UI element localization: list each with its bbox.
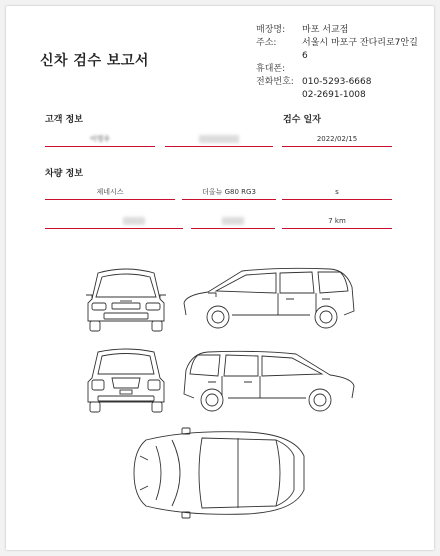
vehicle-model-field	[182, 186, 276, 200]
inspection-date-label: 검수 일자	[283, 115, 321, 125]
vehicle-info-label: 차량 정보	[45, 169, 83, 179]
customer-info-label: 고객 정보	[45, 115, 83, 125]
inspection-date-field	[282, 133, 392, 147]
store-mobile-label: 휴대폰:	[256, 64, 286, 74]
store-address-label: 주소:	[256, 38, 277, 48]
vehicle-number-redacted	[123, 217, 145, 225]
customer-name-field	[45, 133, 155, 147]
vehicle-grade: s	[335, 188, 339, 196]
store-address-line1: 서울시 마포구 잔다리로7안길	[302, 38, 418, 48]
store-name-label: 매장명:	[256, 25, 286, 35]
customer-phone-redacted	[199, 135, 239, 143]
page-title: 신차 검수 보고서	[40, 53, 149, 69]
store-address-line2: 6	[302, 51, 308, 61]
vehicle-vin-field	[191, 215, 275, 229]
customer-name: 이영우	[89, 135, 111, 143]
store-phone2: 02-2691-1008	[302, 90, 366, 100]
store-phone-label: 전화번호:	[256, 77, 294, 87]
customer-phone-field	[165, 133, 273, 147]
store-name: 마포 서교점	[302, 25, 349, 35]
vehicle-vin-redacted	[222, 217, 244, 225]
vehicle-brand: 제네시스	[96, 188, 124, 196]
store-phone1: 010-5293-6668	[302, 77, 372, 87]
vehicle-model: 더올뉴 G80 RG3	[202, 188, 256, 196]
vehicle-mileage-field	[282, 215, 392, 229]
vehicle-mileage: 7 km	[328, 217, 346, 225]
vehicle-grade-field	[282, 186, 392, 200]
vehicle-brand-field	[45, 186, 175, 200]
inspection-date: 2022/02/15	[316, 135, 358, 143]
vehicle-number-field	[45, 215, 183, 229]
